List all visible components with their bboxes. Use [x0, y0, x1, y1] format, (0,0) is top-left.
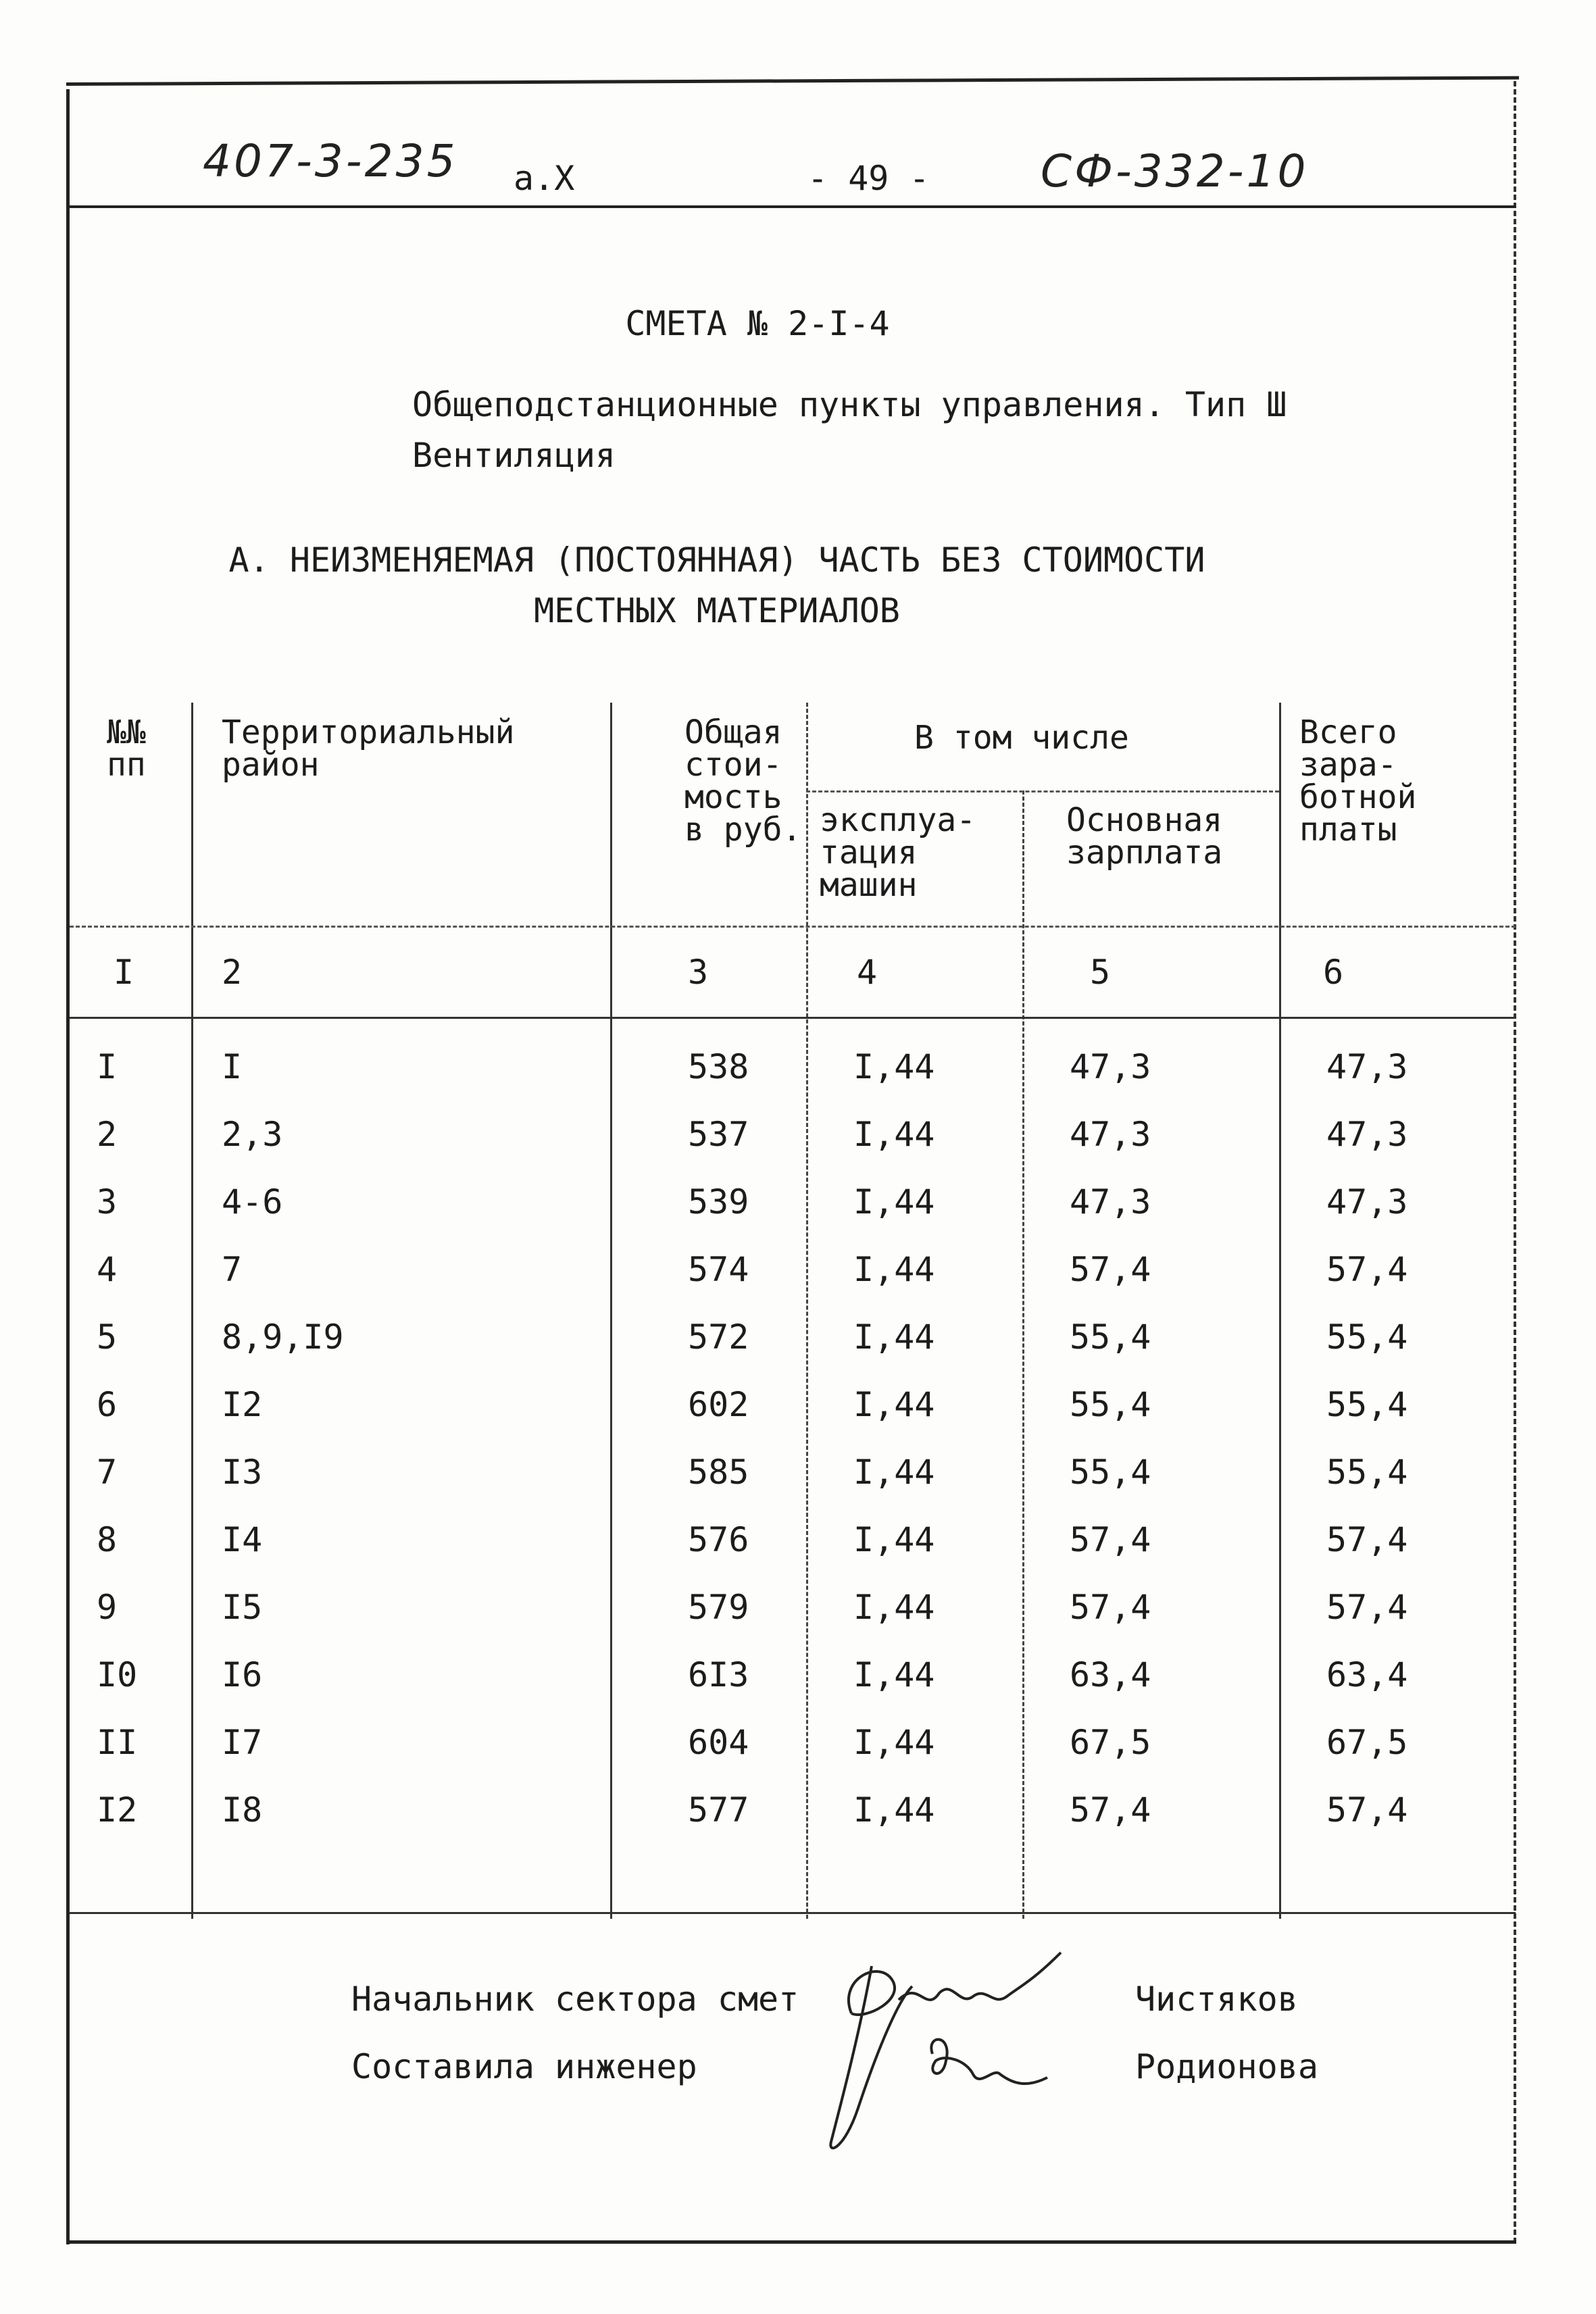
album-label: а.Х: [514, 159, 575, 198]
cell-total-wages: 67,5: [1326, 1723, 1408, 1762]
header-territorial-region: Территориальный район: [222, 713, 515, 784]
cell-row-number: I2: [97, 1790, 138, 1830]
cell-row-number: II: [97, 1723, 138, 1762]
sheet-code: СФ-332-10: [1041, 145, 1309, 197]
cell-machine-operation: I,44: [853, 1588, 935, 1627]
cell-machine-operation: I,44: [853, 1317, 935, 1357]
cell-region: 2,3: [222, 1115, 283, 1154]
cell-row-number: 2: [97, 1115, 118, 1154]
signatory-2-name: Родионова: [1135, 2047, 1318, 2086]
header-rule: [70, 926, 1516, 928]
cell-row-number: 8: [97, 1520, 118, 1559]
cell-total-cost: 574: [688, 1250, 749, 1289]
cell-region: I6: [222, 1655, 263, 1694]
cell-row-number: I0: [97, 1655, 138, 1694]
cell-region: 7: [222, 1250, 243, 1289]
cell-base-wage: 55,4: [1070, 1453, 1151, 1492]
cell-machine-operation: I,44: [853, 1250, 935, 1289]
header-total-wages: Всего зара- ботной платы: [1299, 713, 1417, 849]
cell-region: 8,9,I9: [222, 1317, 344, 1357]
header-base-wage: Основная зарплата: [1066, 801, 1223, 872]
cell-machine-operation: I,44: [853, 1655, 935, 1694]
col-number-6: 6: [1323, 953, 1344, 992]
header-machine-operation: эксплуа- тация машин: [820, 801, 976, 904]
numbers-rule: [70, 1017, 1516, 1019]
cell-total-wages: 55,4: [1326, 1317, 1408, 1357]
cell-total-wages: 55,4: [1326, 1385, 1408, 1424]
col-number-3: 3: [688, 953, 709, 992]
cell-base-wage: 55,4: [1070, 1385, 1151, 1424]
cell-machine-operation: I,44: [853, 1182, 935, 1222]
cell-base-wage: 57,4: [1070, 1790, 1151, 1830]
cell-row-number: 9: [97, 1588, 118, 1627]
cell-region: 4-6: [222, 1182, 283, 1222]
header-total-cost: Общая стои- мость в руб.: [684, 713, 802, 849]
cell-region: I: [222, 1047, 243, 1086]
signatory-2-role: Составила инженер: [351, 2047, 697, 2086]
col-divider-1: [191, 703, 193, 1919]
cell-machine-operation: I,44: [853, 1453, 935, 1492]
cell-region: I5: [222, 1588, 263, 1627]
cell-total-cost: 538: [688, 1047, 749, 1086]
cell-row-number: 7: [97, 1453, 118, 1492]
table-bottom-rule: [70, 1912, 1516, 1914]
header-row-number: №№ пп: [107, 713, 146, 784]
cell-total-wages: 57,4: [1326, 1588, 1408, 1627]
cell-region: I2: [222, 1385, 263, 1424]
col-number-1: I: [114, 953, 134, 992]
cell-total-cost: 572: [688, 1317, 749, 1357]
cell-base-wage: 57,4: [1070, 1588, 1151, 1627]
cell-total-cost: 6I3: [688, 1655, 749, 1694]
frame-top: [66, 76, 1519, 86]
col-divider-4: [1022, 790, 1024, 1919]
frame-bottom: [66, 2240, 1516, 2244]
cell-total-wages: 57,4: [1326, 1790, 1408, 1830]
cell-base-wage: 47,3: [1070, 1047, 1151, 1086]
cell-machine-operation: I,44: [853, 1790, 935, 1830]
page-number: - 49 -: [807, 159, 930, 198]
subtitle-line-2: Вентиляция: [412, 436, 616, 475]
cell-total-cost: 577: [688, 1790, 749, 1830]
cell-row-number: I: [97, 1047, 118, 1086]
handwritten-signature: [811, 1939, 1135, 2162]
section-title-line-1: А. НЕИЗМЕНЯЕМАЯ (ПОСТОЯННАЯ) ЧАСТЬ БЕЗ СТОИМОСТИ: [228, 540, 1205, 580]
cell-region: I4: [222, 1520, 263, 1559]
signatory-1-role: Начальник сектора смет: [351, 1980, 799, 2019]
cell-row-number: 5: [97, 1317, 118, 1357]
cell-base-wage: 57,4: [1070, 1250, 1151, 1289]
header-including-group: В том числе: [914, 719, 1129, 757]
cell-base-wage: 63,4: [1070, 1655, 1151, 1694]
project-code: 407-3-235: [203, 135, 458, 187]
cell-machine-operation: I,44: [853, 1115, 935, 1154]
cell-total-cost: 585: [688, 1453, 749, 1492]
cell-total-cost: 539: [688, 1182, 749, 1222]
cell-total-wages: 47,3: [1326, 1182, 1408, 1222]
cell-total-cost: 604: [688, 1723, 749, 1762]
cell-region: I7: [222, 1723, 263, 1762]
cell-machine-operation: I,44: [853, 1047, 935, 1086]
cell-total-wages: 47,3: [1326, 1115, 1408, 1154]
cell-row-number: 3: [97, 1182, 118, 1222]
col-divider-2: [610, 703, 612, 1919]
cell-total-cost: 602: [688, 1385, 749, 1424]
cell-total-cost: 576: [688, 1520, 749, 1559]
cell-total-wages: 57,4: [1326, 1520, 1408, 1559]
col-number-2: 2: [222, 953, 243, 992]
stamp-divider: [70, 205, 1516, 208]
cell-total-wages: 57,4: [1326, 1250, 1408, 1289]
cell-total-cost: 537: [688, 1115, 749, 1154]
cell-machine-operation: I,44: [853, 1520, 935, 1559]
cell-base-wage: 55,4: [1070, 1317, 1151, 1357]
cell-base-wage: 67,5: [1070, 1723, 1151, 1762]
col-number-5: 5: [1090, 953, 1111, 992]
estimate-title: СМЕТА № 2-I-4: [625, 304, 890, 343]
cell-machine-operation: I,44: [853, 1385, 935, 1424]
cell-base-wage: 57,4: [1070, 1520, 1151, 1559]
cell-row-number: 6: [97, 1385, 118, 1424]
cell-total-cost: 579: [688, 1588, 749, 1627]
cell-total-wages: 63,4: [1326, 1655, 1408, 1694]
cell-total-wages: 47,3: [1326, 1047, 1408, 1086]
estimate-table: [70, 703, 1516, 1919]
section-title-line-2: МЕСТНЫХ МАТЕРИАЛОВ: [534, 591, 900, 630]
cell-total-wages: 55,4: [1326, 1453, 1408, 1492]
col-divider-5: [1279, 703, 1281, 1919]
cell-region: I8: [222, 1790, 263, 1830]
col-divider-3: [806, 703, 808, 1919]
col-number-4: 4: [857, 953, 878, 992]
signatory-1-name: Чистяков: [1135, 1980, 1298, 2019]
cell-machine-operation: I,44: [853, 1723, 935, 1762]
cell-region: I3: [222, 1453, 263, 1492]
subtitle-line-1: Общеподстанционные пункты управления. Тип Ш: [412, 385, 1287, 424]
cell-row-number: 4: [97, 1250, 118, 1289]
cell-base-wage: 47,3: [1070, 1182, 1151, 1222]
group-header-rule: [806, 790, 1279, 793]
cell-base-wage: 47,3: [1070, 1115, 1151, 1154]
